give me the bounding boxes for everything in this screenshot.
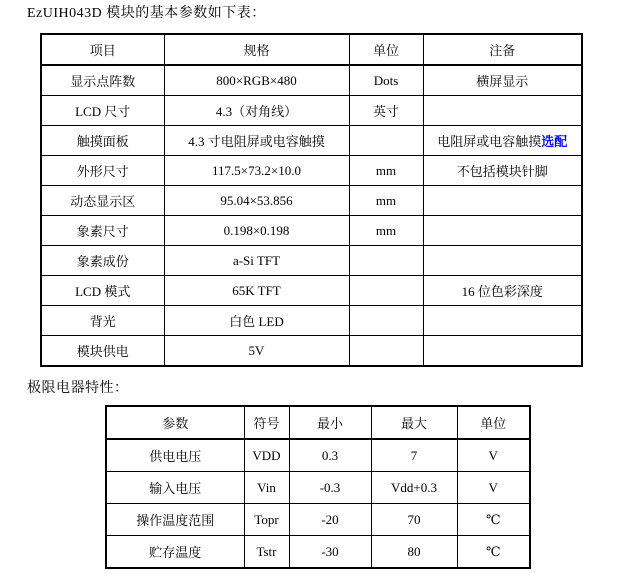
- col-header-max: 最大: [371, 406, 457, 439]
- row-storage-temperature: [106, 536, 530, 569]
- col-header-parameter: 参数: [106, 406, 244, 439]
- cell-unit: ℃: [457, 536, 530, 569]
- row-backlight: [41, 306, 582, 336]
- row-display-matrix: [41, 65, 582, 96]
- cell-parameter: 供电电压: [106, 439, 244, 472]
- cell-note: [423, 246, 582, 276]
- basic-params-title: EzUIH043D 模块的基本参数如下表：: [27, 6, 266, 21]
- cell-spec: 0.198×0.198: [164, 216, 349, 246]
- cell-min: -0.3: [289, 472, 371, 504]
- cell-unit: [349, 246, 423, 276]
- cell-item: 象素尺寸: [41, 216, 164, 246]
- cell-note: [423, 306, 582, 336]
- cell-note: 横屏显示: [423, 65, 582, 96]
- cell-parameter: 贮存温度: [106, 536, 244, 569]
- cell-item: 背光: [41, 306, 164, 336]
- note-text: 电阻屏或电容触摸: [437, 134, 542, 149]
- cell-unit: mm: [349, 186, 423, 216]
- row-supply-voltage: [106, 439, 530, 472]
- cell-spec: 800×RGB×480: [164, 65, 349, 96]
- cell-max: 80: [371, 536, 457, 569]
- cell-parameter: 输入电压: [106, 472, 244, 504]
- cell-spec: 65K TFT: [164, 276, 349, 306]
- cell-unit: V: [457, 439, 530, 472]
- col-header-min: 最小: [289, 406, 371, 439]
- cell-unit: ℃: [457, 504, 530, 536]
- cell-item: 显示点阵数: [41, 65, 164, 96]
- row-input-voltage: [106, 472, 530, 504]
- col-header-unit: 单位: [349, 34, 423, 65]
- col-header-symbol: 符号: [244, 406, 289, 439]
- col-header-spec: 规格: [164, 34, 349, 65]
- cell-symbol: VDD: [244, 439, 289, 472]
- limit-characteristics-table: [105, 405, 531, 569]
- cell-unit: [349, 276, 423, 306]
- cell-note: [423, 126, 582, 156]
- cell-item: 模块供电: [41, 336, 164, 367]
- row-operating-temperature: [106, 504, 530, 536]
- row-touch-panel: [41, 126, 582, 156]
- cell-parameter: 操作温度范围: [106, 504, 244, 536]
- cell-spec: 4.3（对角线）: [164, 96, 349, 126]
- cell-unit: 英寸: [349, 96, 423, 126]
- cell-spec: 4.3 寸电阻屏或电容触摸: [164, 126, 349, 156]
- cell-note: 不包括模块针脚: [423, 156, 582, 186]
- cell-note: 16 位色彩深度: [423, 276, 582, 306]
- col-header-unit2: 单位: [457, 406, 530, 439]
- cell-item: 触摸面板: [41, 126, 164, 156]
- cell-note: [423, 336, 582, 367]
- table1-header-row: [41, 34, 582, 65]
- cell-symbol: Tstr: [244, 536, 289, 569]
- cell-symbol: Vin: [244, 472, 289, 504]
- table2-header-row: [106, 406, 530, 439]
- cell-unit: [349, 126, 423, 156]
- cell-item: 外形尺寸: [41, 156, 164, 186]
- cell-unit: mm: [349, 156, 423, 186]
- cell-spec: 95.04×53.856: [164, 186, 349, 216]
- limit-characteristics-title: 极限电器特性：: [27, 381, 129, 396]
- cell-min: -20: [289, 504, 371, 536]
- cell-spec: 117.5×73.2×10.0: [164, 156, 349, 186]
- basic-params-table: [40, 33, 583, 367]
- cell-unit: [349, 306, 423, 336]
- row-pixel-configuration: [41, 246, 582, 276]
- col-header-note: 注备: [423, 34, 582, 65]
- cell-item: LCD 尺寸: [41, 96, 164, 126]
- cell-item: 动态显示区: [41, 186, 164, 216]
- cell-symbol: Topr: [244, 504, 289, 536]
- col-header-item: 项目: [41, 34, 164, 65]
- row-outline-dimension: [41, 156, 582, 186]
- cell-spec: 5V: [164, 336, 349, 367]
- cell-spec: a-Si TFT: [164, 246, 349, 276]
- cell-unit: mm: [349, 216, 423, 246]
- row-pixel-pitch: [41, 216, 582, 246]
- cell-unit: V: [457, 472, 530, 504]
- cell-unit: Dots: [349, 65, 423, 96]
- optional-config-link[interactable]: 选配: [541, 134, 568, 149]
- row-active-area: [41, 186, 582, 216]
- cell-unit: [349, 336, 423, 367]
- cell-item: 象素成份: [41, 246, 164, 276]
- cell-note: [423, 216, 582, 246]
- row-module-power: [41, 336, 582, 367]
- cell-note: [423, 96, 582, 126]
- cell-max: Vdd+0.3: [371, 472, 457, 504]
- cell-item: LCD 模式: [41, 276, 164, 306]
- cell-max: 70: [371, 504, 457, 536]
- cell-note: [423, 186, 582, 216]
- row-lcd-mode: [41, 276, 582, 306]
- cell-min: -30: [289, 536, 371, 569]
- cell-spec: 白色 LED: [164, 306, 349, 336]
- cell-max: 7: [371, 439, 457, 472]
- row-lcd-size: [41, 96, 582, 126]
- cell-min: 0.3: [289, 439, 371, 472]
